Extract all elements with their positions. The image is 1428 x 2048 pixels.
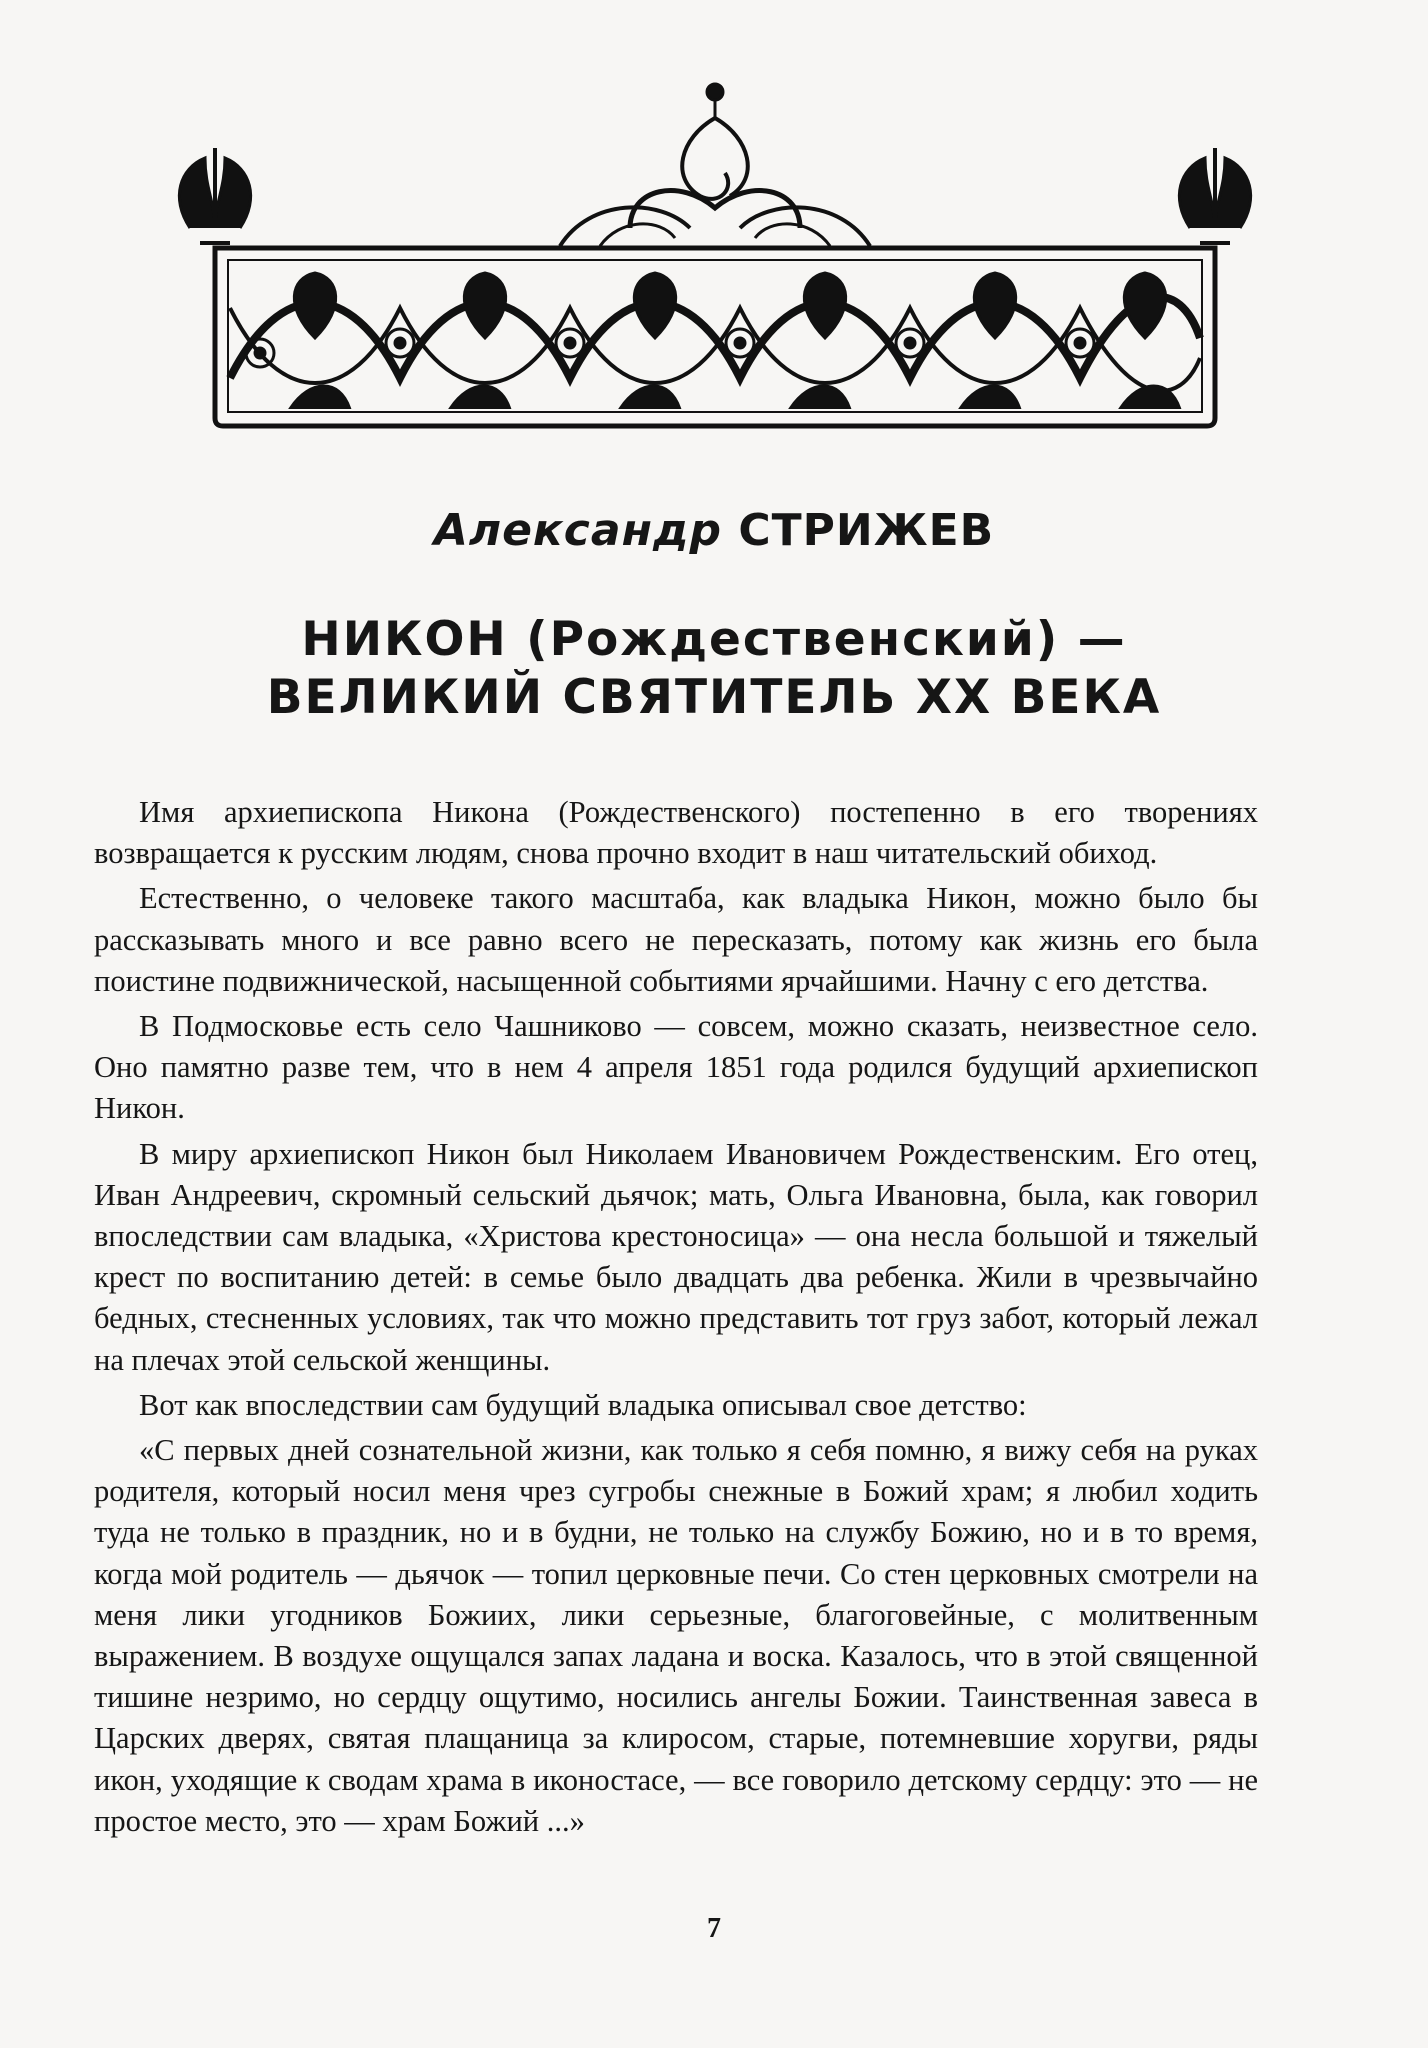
article-title-line-1: НИКОН (Рождественский) — bbox=[301, 612, 1127, 667]
paragraph: Естественно, о человеке такого масштаба, как владыка Никон, можно было бы рассказывать много и все равно всего не пересказать, потому как жизнь его была поистине подвижнической, насыщенной событиями ярчайшими. Начну с его детства. bbox=[94, 881, 1258, 998]
page-number: 7 bbox=[707, 1913, 721, 1944]
decorative-headpiece bbox=[160, 78, 1270, 448]
author-first-name: Александр bbox=[433, 505, 723, 556]
article-body bbox=[94, 792, 1258, 1846]
author-last-name: СТРИЖЕВ bbox=[738, 505, 995, 556]
paragraph: В миру архиепископ Никон был Николаем Ивановичем Рождественским. Его отец, Иван Андреевич, скромный сельский дьячок; мать, Ольга Ивановна, была, как говорил впоследствии сам владыка, «Христова крестоносица» — она несла большой и тяжелый крест по воспитанию детей: в семье было двадцать два ребенка. Жили в чрезвычайно бедных, стесненных условиях, так что можно представить тот груз забот, который лежал на плечах этой сельской женщины. bbox=[94, 1136, 1258, 1377]
quote-paragraph: «С первых дней сознательной жизни, как только я себя помню, я вижу себя на руках родителя, который носил меня чрез сугробы снежные в Божий храм; я любил ходить туда не только в праздник, но и в будни, не только на службу Божию, но и в то время, когда мой родитель — дьячок — топил церковные печи. Со стен церковных смотрели на меня лики угодников Божиих, лики серьезные, благоговейные, с молитвенным выражением. В воздухе ощущался запах ладана и воска. Казалось, что в этой священной тишине незримо, но сердцу ощутимо, носились ангелы Божии. Таинственная завеса в Царских дверях, святая плащаница за клиросом, старые, потемневшие хоругви, ряды икон, уходящие к сводам храма в иконостасе, — все говорило детскому сердцу: это — не простое место, это — храм Божий ...» bbox=[94, 1433, 1258, 1838]
paragraph: Имя архиепископа Никона (Рождественского) постепенно в его творениях возвращается к русским людям, снова прочно входит в наш читательский обиход. bbox=[94, 795, 1258, 871]
paragraph: В Подмосковье есть село Чашниково — совсем, можно сказать, неизвестное село. Оно памятно разве тем, что в нем 4 апреля 1851 года родился будущий архиепископ Никон. bbox=[94, 1009, 1258, 1126]
article-title-line-2: ВЕЛИКИЙ СВЯТИТЕЛЬ XX ВЕКА bbox=[266, 670, 1162, 725]
paragraph: Вот как впоследствии сам будущий владыка описывал свое детство: bbox=[139, 1387, 1027, 1422]
author-name bbox=[0, 505, 1428, 556]
